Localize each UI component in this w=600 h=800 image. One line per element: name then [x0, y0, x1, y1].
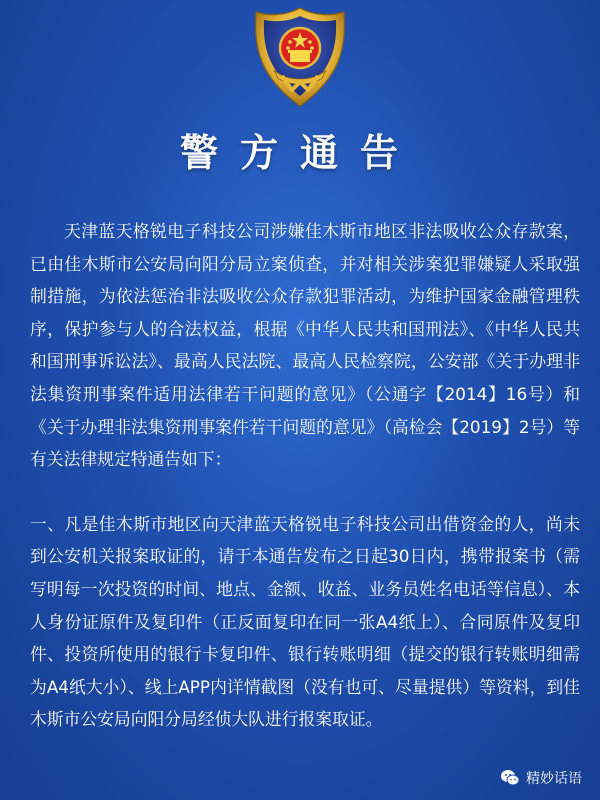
notice-paragraph-item-1: 一、凡是佳木斯市地区向天津蓝天格锐电子科技公司出借资金的人，尚未到公安机关报案取证的，请于本通告发布之日起30日内，携带报案书（需写明每一次投资的时间、地点、金额、收益、业务员姓名电话等信息）、本人身份证原件及复印件（正反面复印在同一张A4纸上）、合同原件及复印件、投资所使用的银行卡复印件、银行转账明细（提交的银行转账明细需为A4纸大小）、线上APP内详情截图（没有也可、尽量提供）等资料，到佳木斯市公安局向阳分局经侦大队进行报案取证。 — [30, 513, 580, 730]
wechat-icon — [500, 768, 520, 788]
notice-title: 警方通告 — [179, 130, 420, 175]
police-emblem-icon — [252, 6, 348, 110]
watermark — [500, 768, 582, 788]
notice-paragraph-intro: 天津蓝天格锐电子科技公司涉嫌佳木斯市地区非法吸收公众存款案，已由佳木斯市公安局向阳分局立案侦查，并对相关涉案犯罪嫌疑人采取强制措施，为依法惩治非法吸收公众存款犯罪活动，为维护国家金融管理秩序，保护参与人的合法权益，根据《中华人民共和国刑法》、《中华人民共和国刑事诉讼法》、最高人民法院、最高人民检察院，公安部《关于办理非法集资刑事案件适用法律若干问题的意见》（公通字【2014】16号）和《关于办理非法集资刑事案件若干问题的意见》（高检会【2019】2号）等有关法律规定特通告如下： — [30, 221, 580, 470]
watermark-text: 精妙话语 — [526, 771, 582, 787]
notice-body — [30, 215, 580, 736]
